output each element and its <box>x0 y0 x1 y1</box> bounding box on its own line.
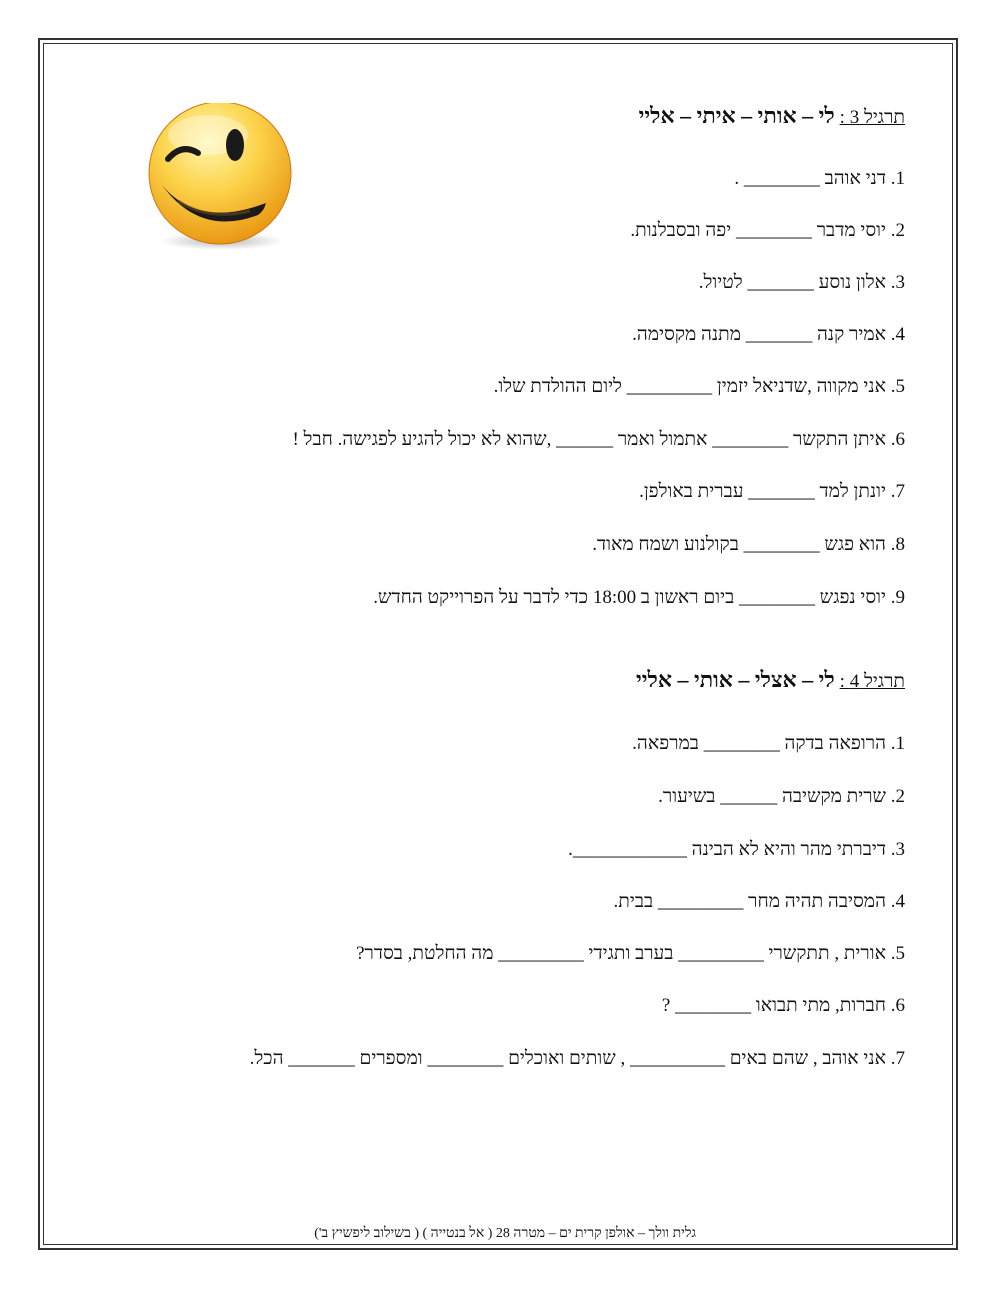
exercise-3-word-list: לי – אותי – איתי – אליי <box>638 103 835 128</box>
exercise-4-item-7: 7. אני אוהב , שהם באים __________ , שותים ואוכלים ________ ומספרים _______ הכל. <box>249 1048 905 1069</box>
exercise-4-item-1: 1. הרופאה בדקה ________ במרפאה. <box>632 733 905 754</box>
exercise-4-word-list: לי – אצלי – אותי – אליי <box>635 667 835 692</box>
exercise-3-item-8: 8. הוא פגש ________ בקולנוע ושמח מאוד. <box>592 534 905 555</box>
exercise-3-item-5: 5. אני מקווה ,שדניאל יזמין _________ ליום ההולדת שלו. <box>493 376 905 397</box>
exercise-3-item-7: 7. יונתן למד _______ עברית באולפן. <box>639 481 905 502</box>
exercise-3-heading <box>639 103 905 131</box>
exercise-4-item-2: 2. שרית מקשיבה ______ בשיעור. <box>658 786 905 807</box>
exercise-4-item-4: 4. המסיבה תהיה מחר _________ בבית. <box>613 891 905 912</box>
exercise-3-item-3: 3. אלון נוסע _______ לטיול. <box>698 272 905 293</box>
exercise-3-item-1: 1. דני אוהב ________ . <box>734 168 905 189</box>
exercise-4-item-6: 6. חברות, מתי תבואו ________ ? <box>661 995 905 1016</box>
exercise-3-item-2: 2. יוסי מדבר ________ יפה ובסבלנות. <box>630 220 905 241</box>
exercise-4-item-3: 3. דיברתי מהר והיא לא הבינה ____________. <box>568 839 905 860</box>
exercise-3-item-9: 9. יוסי נפגש ________ ביום ראשון ב 18:00 כדי לדבר על הפרוייקט החדש. <box>373 587 905 608</box>
exercise-3-label: תרגיל 3 : <box>839 107 905 128</box>
winking-smiley-icon <box>138 103 303 253</box>
exercise-3-item-4: 4. אמיר קנה _______ מתנה מקסימה. <box>632 324 905 345</box>
exercise-3-item-6: 6. איתן התקשר ________ אתמול ואמר ______ ,שהוא לא יכול להגיע לפגישה. חבל ! <box>292 429 905 450</box>
exercise-4-heading <box>636 667 905 695</box>
exercise-4-label: תרגיל 4 : <box>839 671 905 692</box>
footer-credit: גלית וולך – אולפן קרית ים – מטרה 28 ( אל בנטייה ) ( בשילוב ליפשיץ ב') <box>314 1226 696 1241</box>
exercise-4-item-5: 5. אורית , תתקשרי _________ בערב ותגידי _________ מה החלטת, בסדר? <box>356 943 905 964</box>
